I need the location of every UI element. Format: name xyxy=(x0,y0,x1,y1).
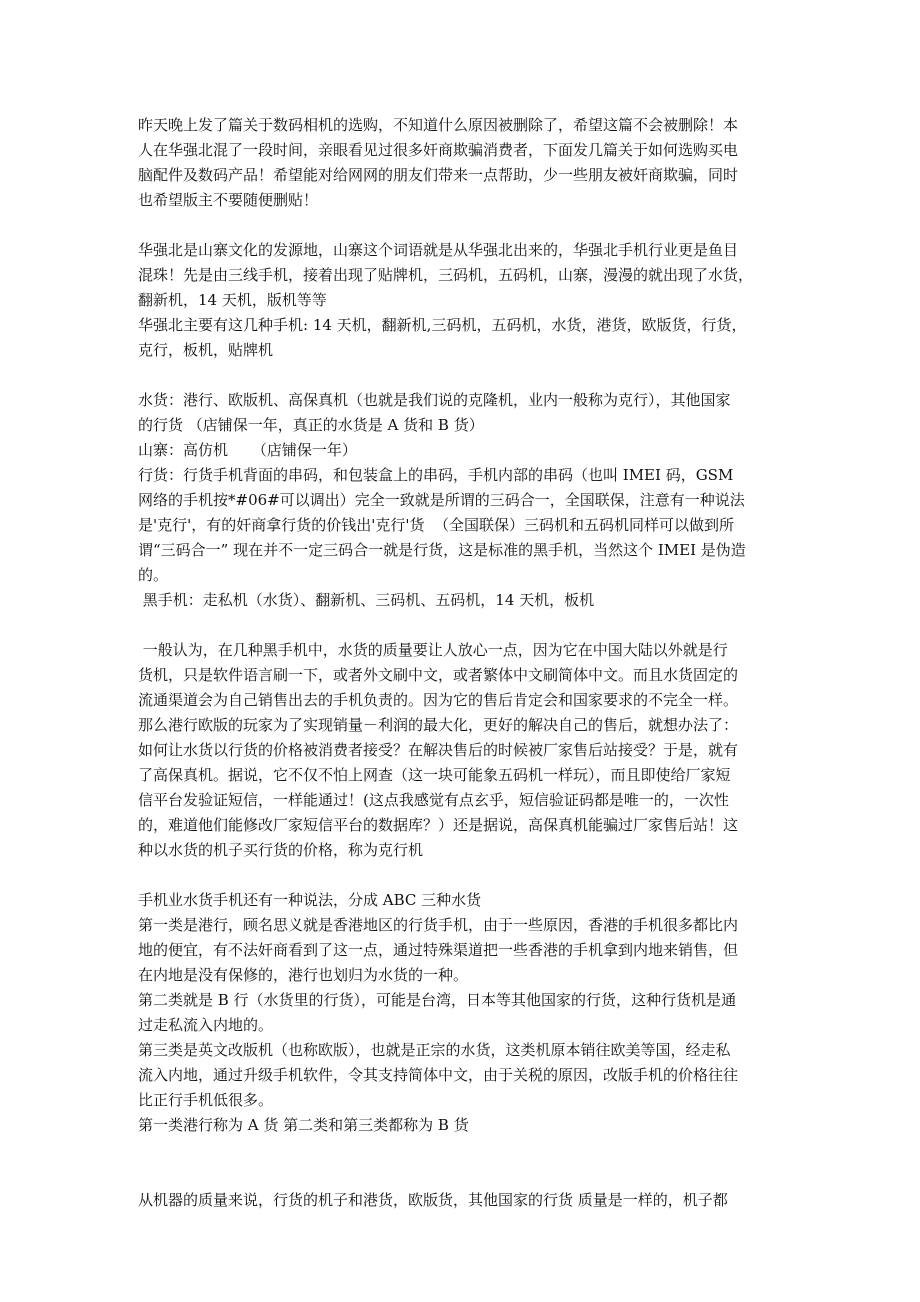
paragraph-closing xyxy=(138,1188,786,1213)
paragraph-gap xyxy=(138,213,786,238)
document-body xyxy=(138,113,786,1213)
text-line: 华强北主要有这几种手机: 14 天机，翻新机,三码机，五码机，水货，港货，欧版货，行货， xyxy=(138,316,747,334)
text-line: 第一类港行称为 A 货 第二类和第三类都称为 B 货 xyxy=(138,1116,469,1134)
text-line: 了高保真机。据说，它不仅不怕上网查（这一块可能象五码机一样玩），而且即使给厂家短 xyxy=(138,766,731,784)
text-line: 如何让水货以行货的价格被消费者接受？在解决售后的时候被厂家售后站接受？于是，就有 xyxy=(138,741,739,759)
text-line: 混珠！先是由三线手机，接着出现了贴牌机，三码机，五码机，山寨，漫漫的就出现了水货， xyxy=(138,266,754,284)
text-line: 在内地是没有保修的，港行也划归为水货的一种。 xyxy=(138,966,469,984)
paragraph-gap xyxy=(138,863,786,888)
text-line: 黑手机：走私机（水货）、翻新机、三码机、五码机，14 天机，板机 xyxy=(138,591,595,609)
text-line: 网络的手机按*#06#可以调出）完全一致就是所谓的三码合一，全国联保，注意有一种说法 xyxy=(138,491,745,509)
text-line: 比正行手机低很多。 xyxy=(138,1091,274,1109)
paragraph-gap xyxy=(138,1138,786,1188)
text-line: 谓“三码合一” 现在并不一定三码合一就是行货，这是标准的黑手机，当然这个 IMEI 是伪造 xyxy=(138,541,746,559)
text-line: 克行，板机，贴牌机 xyxy=(138,341,274,359)
paragraph-abc xyxy=(138,888,786,1138)
text-line: 那么港行欧版的玩家为了实现销量－利润的最大化，更好的解决自己的售后，就想办法了： xyxy=(138,716,739,734)
text-line: 行货：行货手机背面的串码，和包装盒上的串码，手机内部的串码（也叫 IMEI 码，GSM xyxy=(138,466,734,484)
paragraph-intro xyxy=(138,113,786,213)
text-line: 的。 xyxy=(138,566,169,584)
text-line: 华强北是山寨文化的发源地，山寨这个词语就是从华强北出来的，华强北手机行业更是鱼目 xyxy=(138,241,739,259)
text-line: 第三类是英文改版机（也称欧版），也就是正宗的水货，这类机原本销往欧美等国，经走私 xyxy=(138,1041,731,1059)
text-line: 水货：港行、欧版机、高保真机（也就是我们说的克隆机，业内一般称为克行），其他国家 xyxy=(138,391,731,409)
text-line: 信平台发验证短信，一样能通过！(这点我感觉有点玄乎，短信验证码都是唯一的，一次性 xyxy=(138,791,729,809)
paragraph-definitions xyxy=(138,388,786,613)
text-line: 手机业水货手机还有一种说法，分成 ABC 三种水货 xyxy=(138,891,482,909)
text-line: 昨天晚上发了篇关于数码相机的选购，不知道什么原因被删除了，希望这篇不会被删除！本 xyxy=(138,116,739,134)
text-line: 也希望版主不要随便删贴！ xyxy=(138,191,319,209)
text-line: 脑配件及数码产品！希望能对给网网的朋友们带来一点帮助，少一些朋友被奸商欺骗，同时 xyxy=(138,166,739,184)
text-line: 的，难道他们能修改厂家短信平台的数据库？）还是据说，高保真机能骗过厂家售后站！这 xyxy=(138,816,739,834)
text-line: 一般认为，在几种黑手机中，水货的质量要让人放心一点，因为它在中国大陆以外就是行 xyxy=(138,641,728,659)
text-line: 第二类就是 B 行（水货里的行货），可能是台湾，日本等其他国家的行货，这种行货机是通 xyxy=(138,991,737,1009)
text-line: 流通渠道会为自己销售出去的手机负责的。因为它的售后肯定会和国家要求的不完全一样。 xyxy=(138,691,739,709)
text-line: 人在华强北混了一段时间，亲眼看见过很多奸商欺骗消费者，下面发几篇关于如何选购买电 xyxy=(138,141,739,159)
text-line: 种以水货的机子买行货的价格，称为克行机 xyxy=(138,841,424,859)
text-line: 山寨：高仿机 （店铺保一年） xyxy=(138,441,357,459)
text-line: 过走私流入内地的。 xyxy=(138,1016,274,1034)
text-line: 是'克行'，有的奸商拿行货的价钱出'克行'货 （全国联保）三码机和五码机同样可以做到所 xyxy=(138,516,735,534)
paragraph-gap xyxy=(138,613,786,638)
text-line: 从机器的质量来说，行货的机子和港货，欧版货，其他国家的行货 质量是一样的，机子都 xyxy=(138,1191,728,1209)
paragraph-gap xyxy=(138,363,786,388)
text-line: 的行货 （店铺保一年，真正的水货是 A 货和 B 货） xyxy=(138,416,484,434)
text-line: 地的便宜，有不法奸商看到了这一点，通过特殊渠道把一些香港的手机拿到内地来销售，但 xyxy=(138,941,739,959)
paragraph-quality xyxy=(138,638,786,863)
text-line: 翻新机，14 天机，版机等等 xyxy=(138,291,327,309)
text-line: 第一类是港行，顾名思义就是香港地区的行货手机，由于一些原因，香港的手机很多都比内 xyxy=(138,916,739,934)
text-line: 流入内地，通过升级手机软件，令其支持简体中文，由于关税的原因，改版手机的价格往往 xyxy=(138,1066,739,1084)
text-line: 货机，只是软件语言刷一下，或者外文刷中文，或者繁体中文刷简体中文。而且水货固定的 xyxy=(138,666,739,684)
paragraph-huaqiangbei xyxy=(138,238,786,363)
